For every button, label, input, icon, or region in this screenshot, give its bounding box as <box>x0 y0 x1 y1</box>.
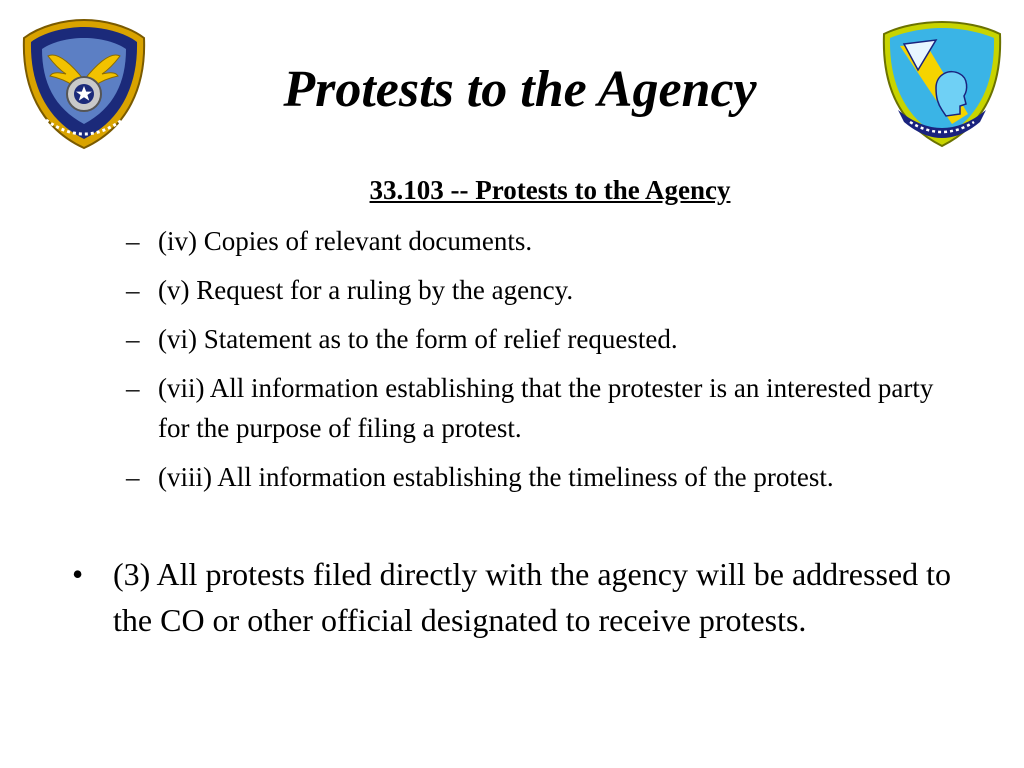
asc-emblem-logo <box>876 18 1008 150</box>
requirements-list <box>126 221 946 506</box>
list-item-text: (vi) Statement as to the form of relief requested. <box>158 324 678 354</box>
afmc-emblem-logo <box>16 16 152 152</box>
list-item <box>126 270 946 310</box>
slide-title: Protests to the Agency <box>283 61 757 118</box>
list-item-text: (v) Request for a ruling by the agency. <box>158 275 574 305</box>
dash-marker: – <box>126 226 140 256</box>
list-item-text: (iv) Copies of relevant documents. <box>158 226 533 256</box>
list-item <box>126 221 946 261</box>
list-item <box>126 368 946 448</box>
dash-marker: – <box>126 462 140 492</box>
dash-marker: – <box>126 324 140 354</box>
bullet-item-text: (3) All protests filed directly with the agency will be addressed to the CO or other official designated to receive protests. <box>113 556 951 638</box>
section-heading: 33.103 -- Protests to the Agency <box>369 175 731 205</box>
list-item <box>126 319 946 359</box>
bullet-list <box>72 551 972 643</box>
list-item-text: (viii) All information establishing the timeliness of the protest. <box>158 462 834 492</box>
shield-icon <box>16 16 152 152</box>
bullet-marker: • <box>72 556 84 592</box>
list-item-text: (vii) All information establishing that the protester is an interested party for the purpose of filing a protest. <box>158 373 934 443</box>
dash-marker: – <box>126 275 140 305</box>
dash-marker: – <box>126 373 140 403</box>
aircraft-icon <box>876 18 1008 150</box>
list-item <box>126 457 946 497</box>
bullet-item <box>72 551 972 643</box>
